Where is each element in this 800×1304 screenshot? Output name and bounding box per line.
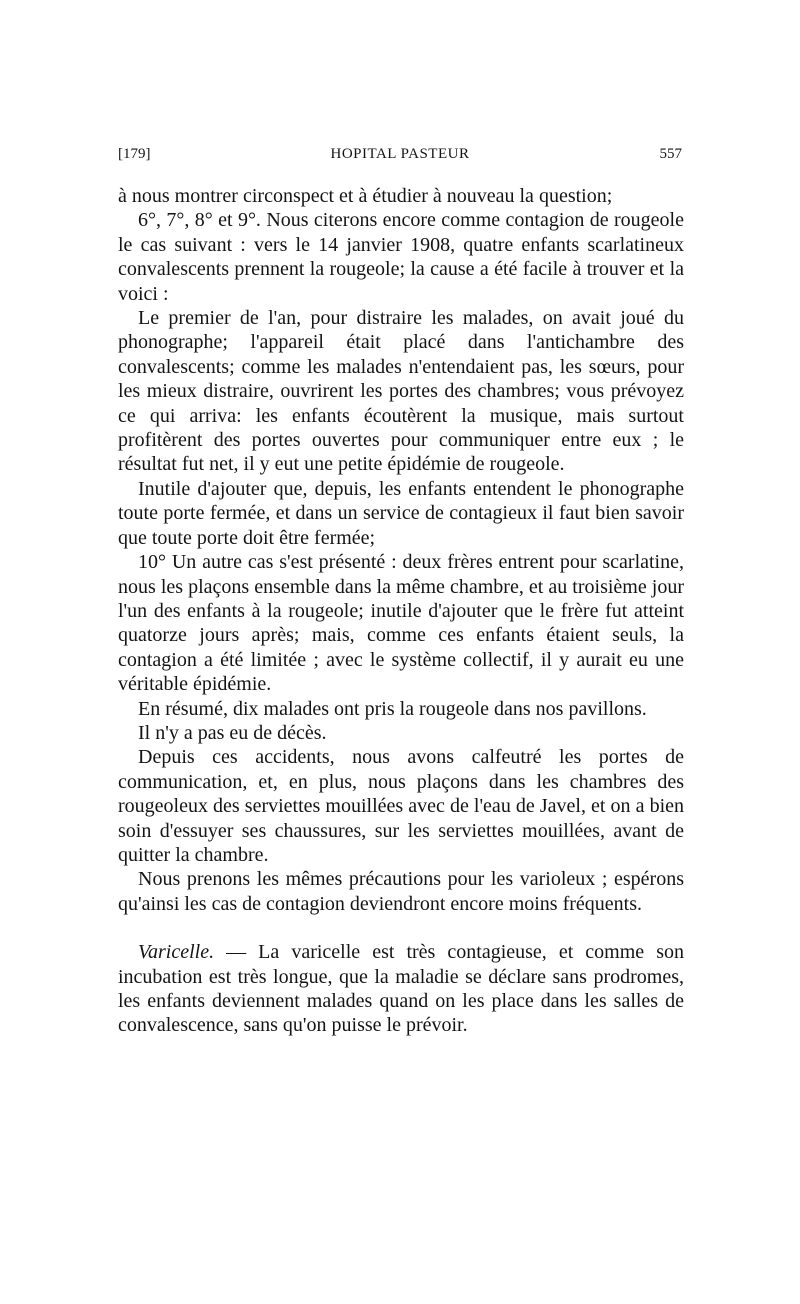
running-title: HOPITAL PASTEUR [330, 146, 470, 162]
varicelle-text: — La varicelle est très contagieuse, et comme son incubation est très longue, que la maladie se déclare sans prodromes, les enfants deviennent malades quand on les place dans les salles de convalescence, sans qu'on puisse le prévoir. [118, 941, 684, 1037]
paragraph: En résumé, dix malades ont pris la rougeole dans nos pavillons. [138, 697, 647, 720]
paragraph: 10° Un autre cas s'est présenté : deux frères entrent pour scarlatine, nous les plaçons ensemble dans la même chambre, et au troisième jour l'un des enfants à la rougeole; inutile d'ajouter que le frère fut atteint quatorze jours après; mais, comme ces enfants étaient seuls, la contagion a été limitée ; avec le système collectif, il y aurait eu une véritable épidémie. [118, 551, 684, 696]
body-text [118, 184, 684, 1038]
paragraph: Nous prenons les mêmes précautions pour les varioleux ; espérons qu'ainsi les cas de contagion deviendront encore moins fréquents. [118, 868, 684, 915]
paragraph: Depuis ces accidents, nous avons calfeutré les portes de communication, et, en plus, nous plaçons dans les chambres des rougeoleux des serviettes mouillées avec de l'eau de Javel, et on a bien soin d'essuyer ses chaussures, sur les serviettes mouillées, avant de quitter la chambre. [118, 746, 684, 866]
paragraph: Le premier de l'an, pour distraire les malades, on avait joué du phonographe; l'appareil était placé dans l'antichambre des convalescents; comme les malades n'entendaient pas, les sœurs, pour les mieux distraire, ouvrirent les portes des chambres; vous prévoyez ce qui arriva: les enfants écoutèrent la musique, mais surtout profitèrent des portes ouvertes pour communiquer entre eux ; le résultat fut net, il y eut une petite épidémie de rougeole. [118, 307, 684, 476]
paragraph: à nous montrer circonspect et à étudier à nouveau la question; [118, 185, 613, 207]
section-number: [179] [118, 146, 151, 162]
running-header [118, 146, 682, 170]
page-number: 557 [659, 146, 682, 162]
varicelle-heading: Varicelle. [138, 941, 215, 964]
paragraph: 6°, 7°, 8° et 9°. Nous citerons encore comme contagion de rougeole le cas suivant : vers le 14 janvier 1908, quatre enfants scarlatineux convalescents prennent la rougeole; la cause a été facile à trouver et la voici : [118, 209, 684, 305]
paragraph: Inutile d'ajouter que, depuis, les enfants entendent le phonographe toute porte fermée, et dans un service de contagieux il faut bien savoir que toute porte doit être fermée; [118, 477, 684, 549]
paragraph: Il n'y a pas eu de décès. [138, 721, 327, 744]
varicelle-paragraph [118, 940, 684, 1038]
